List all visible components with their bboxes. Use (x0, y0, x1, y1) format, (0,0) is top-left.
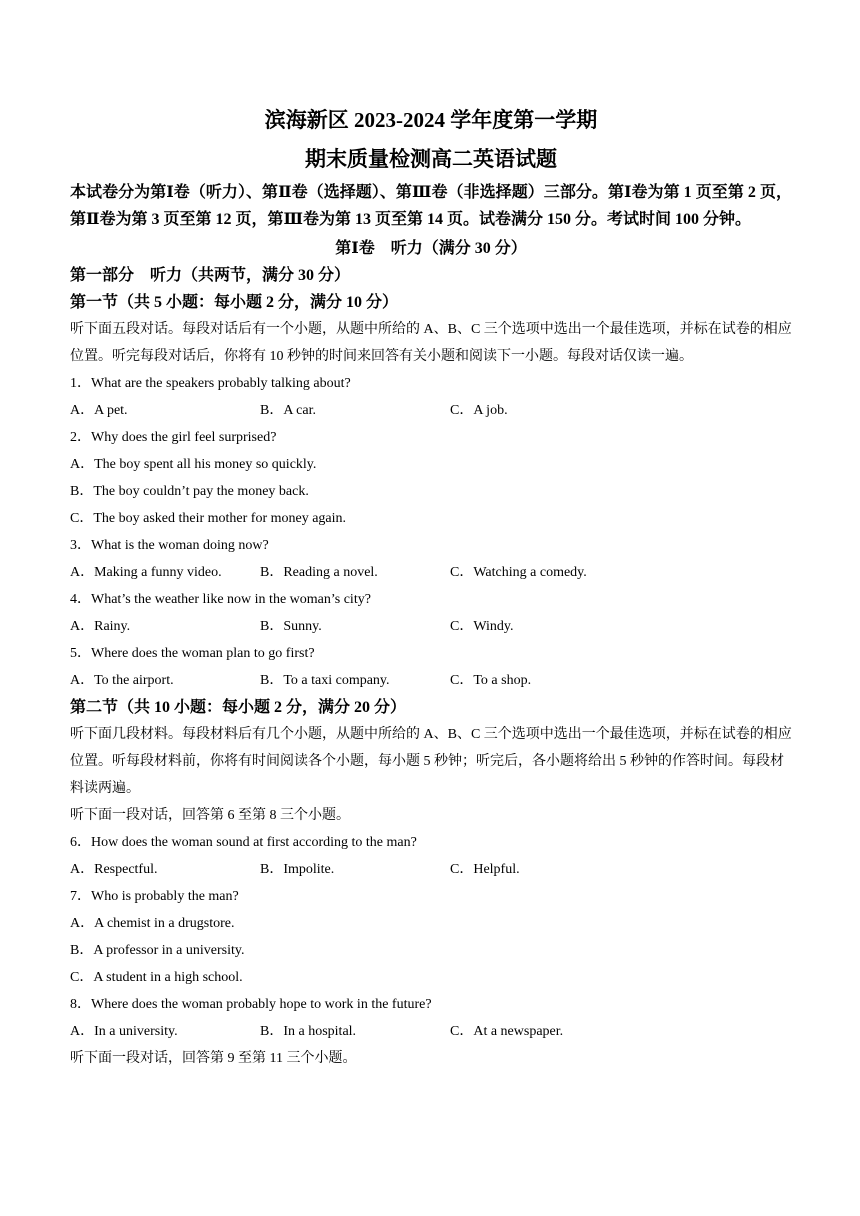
option-a: A．In a university. (70, 1024, 178, 1039)
question-1-options (70, 397, 792, 424)
exam-page (70, 108, 792, 1072)
exam-introduction: 本试卷分为第Ⅰ卷（听力）、第Ⅱ卷（选择题）、第Ⅲ卷（非选择题）三部分。第Ⅰ卷为第 1 页至第 2 页，第Ⅱ卷为第 3 页至第 12 页，第Ⅲ卷为第 13 页至第 14 页。试卷满分 150 分。考试时间 100 分钟。 (70, 184, 792, 228)
option-a: A．Respectful. (70, 862, 158, 877)
volume-heading: 第Ⅰ卷 听力（满分 30 分） (335, 240, 527, 257)
option-c: C．Windy. (450, 619, 514, 634)
option-b: B．Impolite. (260, 862, 335, 877)
question-1: 1．What are the speakers probably talking about? (70, 376, 351, 391)
question-8: 8．Where does the woman probably hope to work in the future? (70, 997, 432, 1012)
exam-title-line-1: 滨海新区 2023-2024 学年度第一学期 (264, 108, 598, 132)
option-a: A．A chemist in a drugstore. (70, 916, 235, 931)
question-6: 6．How does the woman sound at first according to the man? (70, 835, 417, 850)
option-c: C．A job. (450, 403, 508, 418)
option-a: A．A pet. (70, 403, 128, 418)
option-a: A．The boy spent all his money so quickly. (70, 457, 317, 472)
option-c: C．A student in a high school. (70, 970, 243, 985)
section2-instructions: 听下面几段材料。每段材料后有几个小题，从题中所给的 A、B、C 三个选项中选出一个最佳选项，并标在试卷的相应位置。听每段材料前，你将有时间阅读各个小题，每小题 5 秒钟；听完后，各小题将给出 5 秒钟的作答时间。每段材料读两遍。 (70, 727, 792, 796)
section1-heading: 第一节（共 5 小题：每小题 2 分，满分 10 分） (70, 294, 399, 311)
option-b: B．In a hospital. (260, 1024, 357, 1039)
question-3-options (70, 559, 792, 586)
question-7: 7．Who is probably the man? (70, 889, 239, 904)
question-5-options (70, 667, 792, 694)
option-c: C．Watching a comedy. (450, 565, 587, 580)
question-2: 2．Why does the girl feel surprised? (70, 430, 277, 445)
option-b: B．To a taxi company. (260, 673, 390, 688)
dialog-2-intro: 听下面一段对话，回答第 9 至第 11 三个小题。 (70, 1051, 357, 1066)
section1-instructions: 听下面五段对话。每段对话后有一个小题，从题中所给的 A、B、C 三个选项中选出一个最佳选项，并标在试卷的相应位置。听完每段对话后，你将有 10 秒钟的时间来回答有关小题和阅读下一小题。每段对话仅读一遍。 (70, 322, 792, 364)
option-c: C．To a shop. (450, 673, 532, 688)
question-4-options (70, 613, 792, 640)
question-5: 5．Where does the woman plan to go first? (70, 646, 315, 661)
part1-heading: 第一部分 听力（共两节，满分 30 分） (70, 267, 351, 284)
option-c: C．The boy asked their mother for money again. (70, 511, 347, 526)
option-c: C．Helpful. (450, 862, 520, 877)
option-c: C．At a newspaper. (450, 1024, 564, 1039)
dialog-1-intro: 听下面一段对话，回答第 6 至第 8 三个小题。 (70, 808, 350, 823)
option-b: B．Sunny. (260, 619, 322, 634)
question-8-options (70, 1018, 792, 1045)
question-4: 4．What’s the weather like now in the woman’s city? (70, 592, 371, 607)
option-b: B．A professor in a university. (70, 943, 245, 958)
option-b: B．Reading a novel. (260, 565, 378, 580)
option-a: A．Making a funny video. (70, 565, 222, 580)
option-a: A．Rainy. (70, 619, 131, 634)
exam-title-line-2: 期末质量检测高二英语试题 (305, 147, 557, 171)
question-6-options (70, 856, 792, 883)
option-b: B．The boy couldn’t pay the money back. (70, 484, 309, 499)
option-a: A．To the airport. (70, 673, 174, 688)
section2-heading: 第二节（共 10 小题：每小题 2 分，满分 20 分） (70, 699, 407, 716)
question-3: 3．What is the woman doing now? (70, 538, 269, 553)
option-b: B．A car. (260, 403, 316, 418)
